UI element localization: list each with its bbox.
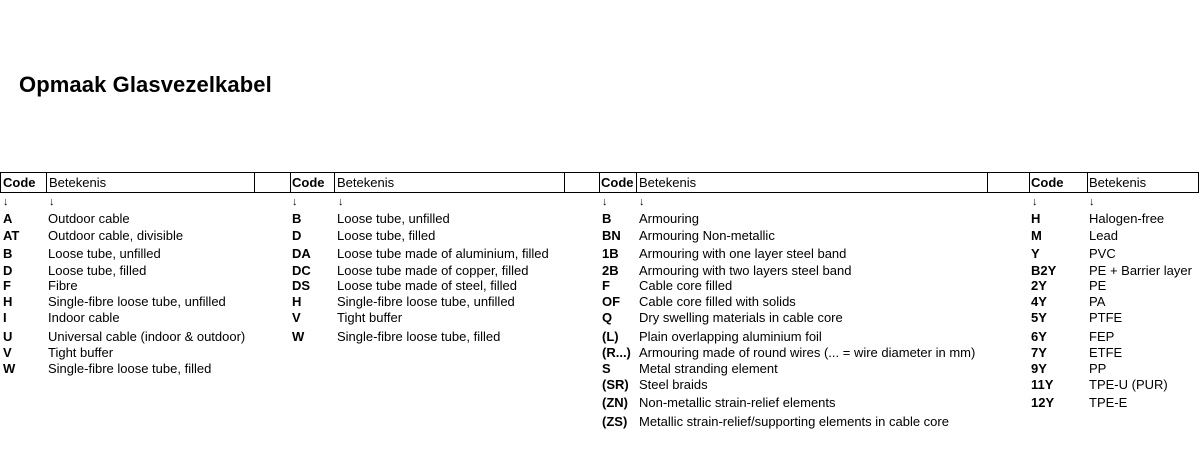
meaning-cell: Dry swelling materials in cable core <box>639 310 843 325</box>
meaning-cell: Lead <box>1089 228 1118 243</box>
meaning-cell: Fibre <box>48 278 78 293</box>
meaning-cell: Non-metallic strain-relief elements <box>639 395 836 410</box>
column-header-code: Code <box>601 175 634 190</box>
code-cell: H <box>292 294 302 309</box>
table-header <box>0 172 1199 193</box>
code-cell: DC <box>292 263 311 278</box>
code-cell: U <box>3 329 13 344</box>
code-cell: V <box>292 310 301 325</box>
code-cell: D <box>3 263 13 278</box>
header-divider <box>46 173 47 192</box>
meaning-cell: Single-fibre loose tube, unfilled <box>337 294 515 309</box>
column-header-code: Code <box>1031 175 1064 190</box>
code-cell: 11Y <box>1031 377 1054 392</box>
header-divider <box>599 173 600 192</box>
meaning-cell: Outdoor cable <box>48 211 130 226</box>
code-cell: M <box>1031 228 1042 243</box>
code-cell: Q <box>602 310 613 325</box>
meaning-cell: Loose tube made of aluminium, filled <box>337 246 549 261</box>
code-cell: (ZN) <box>602 395 628 410</box>
code-cell: 7Y <box>1031 345 1047 360</box>
code-cell: (ZS) <box>602 414 628 429</box>
code-cell: 2Y <box>1031 278 1047 293</box>
column-header-meaning: Betekenis <box>639 175 697 190</box>
code-cell: B <box>602 211 612 226</box>
meaning-cell: Single-fibre loose tube, filled <box>337 329 501 344</box>
meaning-cell: FEP <box>1089 329 1115 344</box>
meaning-cell: Armouring with one layer steel band <box>639 246 847 261</box>
meaning-cell: Cable core filled <box>639 278 733 293</box>
meaning-cell: Loose tube, unfilled <box>48 246 161 261</box>
meaning-cell: TPE-U (PUR) <box>1089 377 1168 392</box>
header-divider <box>1029 173 1030 192</box>
meaning-cell: Plain overlapping aluminium foil <box>639 329 822 344</box>
code-cell: (R...) <box>602 345 631 360</box>
meaning-cell: Steel braids <box>639 377 708 392</box>
code-cell: W <box>292 329 305 344</box>
code-cell: DA <box>292 246 311 261</box>
code-cell: A <box>3 211 13 226</box>
meaning-cell: PE + Barrier layer <box>1089 263 1192 278</box>
arrow-down-icon: ↓ <box>1089 196 1095 208</box>
meaning-cell: Halogen-free <box>1089 211 1165 226</box>
code-cell: (SR) <box>602 377 629 392</box>
meaning-cell: Loose tube, unfilled <box>337 211 450 226</box>
code-cell: OF <box>602 294 621 309</box>
header-divider <box>254 173 255 192</box>
code-cell: F <box>3 278 11 293</box>
code-cell: 5Y <box>1031 310 1047 325</box>
code-cell: DS <box>292 278 311 293</box>
meaning-cell: Metal stranding element <box>639 361 778 376</box>
column-header-meaning: Betekenis <box>337 175 395 190</box>
meaning-cell: Loose tube made of steel, filled <box>337 278 517 293</box>
code-cell: 4Y <box>1031 294 1047 309</box>
code-cell: I <box>3 310 7 325</box>
meaning-cell: Armouring Non-metallic <box>639 228 775 243</box>
code-cell: B <box>3 246 13 261</box>
column-header-code: Code <box>3 175 36 190</box>
arrow-down-icon: ↓ <box>639 196 645 208</box>
arrow-down-icon: ↓ <box>338 196 344 208</box>
arrow-down-icon: ↓ <box>292 196 298 208</box>
meaning-cell: Tight buffer <box>337 310 403 325</box>
header-divider <box>636 173 637 192</box>
code-cell: AT <box>3 228 20 243</box>
arrow-down-icon: ↓ <box>1032 196 1038 208</box>
code-cell: 2B <box>602 263 619 278</box>
meaning-cell: PTFE <box>1089 310 1123 325</box>
meaning-cell: Armouring made of round wires (... = wire diameter in mm) <box>639 345 976 360</box>
column-header-meaning: Betekenis <box>49 175 107 190</box>
code-cell: 12Y <box>1031 395 1055 410</box>
meaning-cell: Armouring <box>639 211 699 226</box>
page-title: Opmaak Glasvezelkabel <box>19 72 272 97</box>
meaning-cell: Armouring with two layers steel band <box>639 263 852 278</box>
meaning-cell: Loose tube made of copper, filled <box>337 263 529 278</box>
arrow-down-icon: ↓ <box>49 196 55 208</box>
code-cell: W <box>3 361 16 376</box>
code-cell: F <box>602 278 610 293</box>
meaning-cell: PVC <box>1089 246 1116 261</box>
code-cell: B2Y <box>1031 263 1057 278</box>
code-cell: D <box>292 228 302 243</box>
code-cell: V <box>3 345 12 360</box>
meaning-cell: Loose tube, filled <box>48 263 147 278</box>
meaning-cell: Metallic strain-relief/supporting elements in cable core <box>639 414 949 429</box>
meaning-cell: Single-fibre loose tube, filled <box>48 361 212 376</box>
code-cell: (L) <box>602 329 619 344</box>
code-cell: H <box>3 294 13 309</box>
meaning-cell: Outdoor cable, divisible <box>48 228 184 243</box>
header-divider <box>1087 173 1088 192</box>
header-divider <box>987 173 988 192</box>
header-divider <box>564 173 565 192</box>
arrow-down-icon: ↓ <box>602 196 608 208</box>
meaning-cell: PP <box>1089 361 1107 376</box>
code-cell: 1B <box>602 246 619 261</box>
meaning-cell: Single-fibre loose tube, unfilled <box>48 294 226 309</box>
meaning-cell: Tight buffer <box>48 345 114 360</box>
header-divider <box>334 173 335 192</box>
header-divider <box>290 173 291 192</box>
code-cell: BN <box>602 228 621 243</box>
meaning-cell: Indoor cable <box>48 310 120 325</box>
code-cell: H <box>1031 211 1041 226</box>
meaning-cell: Loose tube, filled <box>337 228 436 243</box>
meaning-cell: ETFE <box>1089 345 1123 360</box>
code-cell: Y <box>1031 246 1040 261</box>
meaning-cell: PE <box>1089 278 1107 293</box>
arrow-down-icon: ↓ <box>3 196 9 208</box>
meaning-cell: TPE-E <box>1089 395 1128 410</box>
column-header-code: Code <box>292 175 325 190</box>
code-cell: S <box>602 361 611 376</box>
meaning-cell: PA <box>1089 294 1106 309</box>
meaning-cell: Cable core filled with solids <box>639 294 796 309</box>
code-cell: B <box>292 211 302 226</box>
column-header-meaning: Betekenis <box>1089 175 1147 190</box>
meaning-cell: Universal cable (indoor & outdoor) <box>48 329 246 344</box>
code-cell: 9Y <box>1031 361 1047 376</box>
code-cell: 6Y <box>1031 329 1047 344</box>
